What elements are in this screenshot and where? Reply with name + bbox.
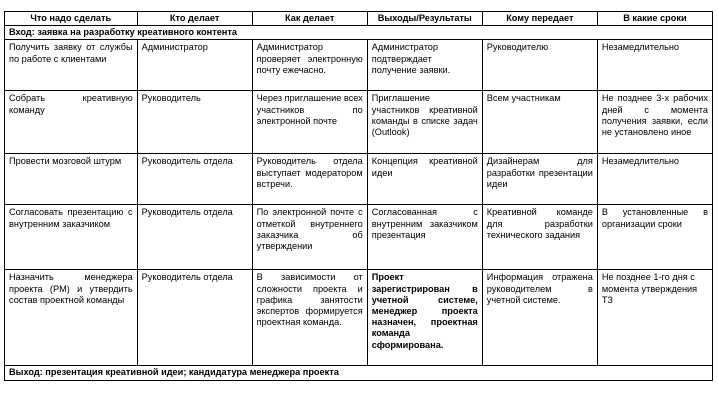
header-what: Что надо сделать <box>5 12 138 26</box>
table-cell: Руководитель <box>137 91 252 154</box>
table-cell: Администратор подтверждает получение заявки. <box>367 40 482 91</box>
output-row <box>5 366 713 380</box>
table-row <box>5 91 713 154</box>
table-cell: Незамедлительно <box>597 154 712 205</box>
table-cell: Руководитель отдела <box>137 270 252 366</box>
header-row <box>5 12 713 26</box>
table-cell: Приглашение участников креативной команды в списке задач (Outlook) <box>367 91 482 154</box>
table-cell: Руководитель отдела выступает модератором встречи. <box>252 154 367 205</box>
table-cell: Администратор <box>137 40 252 91</box>
table-cell: В установленные в организации сроки <box>597 205 712 270</box>
table-row <box>5 40 713 91</box>
table-cell: Собрать креативную команду <box>5 91 138 154</box>
table-cell: Дизайнерам для разработки презентации идеи <box>482 154 597 205</box>
process-table <box>4 11 713 381</box>
table-cell: Не позднее 3-х рабочих дней с момента получения заявки, если не установлено иное <box>597 91 712 154</box>
table-row <box>5 154 713 205</box>
table-cell: Незамедлительно <box>597 40 712 91</box>
output-cell: Выход: презентация креативной идеи; кандидатура менеджера проекта <box>5 366 713 380</box>
table-cell: Получить заявку от службы по работе с клиентами <box>5 40 138 91</box>
header-how: Как делает <box>252 12 367 26</box>
table-cell: Информация отражена руководителем в учетной системе. <box>482 270 597 366</box>
table-cell: Администратор проверяет электронную почту ежечасно. <box>252 40 367 91</box>
header-deadline: В какие сроки <box>597 12 712 26</box>
table-cell: Креативной команде для разработки технического задания <box>482 205 597 270</box>
table-cell: Не позднее 1-го дня с момента утверждения ТЗ <box>597 270 712 366</box>
table-cell: Руководитель отдела <box>137 154 252 205</box>
table-cell: Проект зарегистрирован в учетной системе, менеджер проекта назначен, проектная команда сформирована. <box>367 270 482 366</box>
input-cell: Вход: заявка на разработку креативного контента <box>5 26 713 40</box>
table-cell: Назначить менеджера проекта (PM) и утвердить состав проектной команды <box>5 270 138 366</box>
table-cell: Согласовать презентацию с внутренним заказчиком <box>5 205 138 270</box>
table-cell: Руководителю <box>482 40 597 91</box>
table-cell: Руководитель отдела <box>137 205 252 270</box>
table-row <box>5 205 713 270</box>
table-cell: Всем участникам <box>482 91 597 154</box>
table-cell: Провести мозговой штурм <box>5 154 138 205</box>
input-row <box>5 26 713 40</box>
table-row <box>5 270 713 366</box>
table-cell: В зависимости от сложности проекта и графика занятости экспертов формируется проектная команда. <box>252 270 367 366</box>
header-who: Кто делает <box>137 12 252 26</box>
process-table-wrapper <box>4 11 713 381</box>
header-outputs: Выходы/Результаты <box>367 12 482 26</box>
header-to-whom: Кому передает <box>482 12 597 26</box>
table-cell: По электронной почте с отметкой внутреннего заказчика об утверждении <box>252 205 367 270</box>
table-cell: Концепция креативной идеи <box>367 154 482 205</box>
table-cell: Через приглашение всех участников по электронной почте <box>252 91 367 154</box>
table-cell: Согласованная с внутренним заказчиком презентация <box>367 205 482 270</box>
